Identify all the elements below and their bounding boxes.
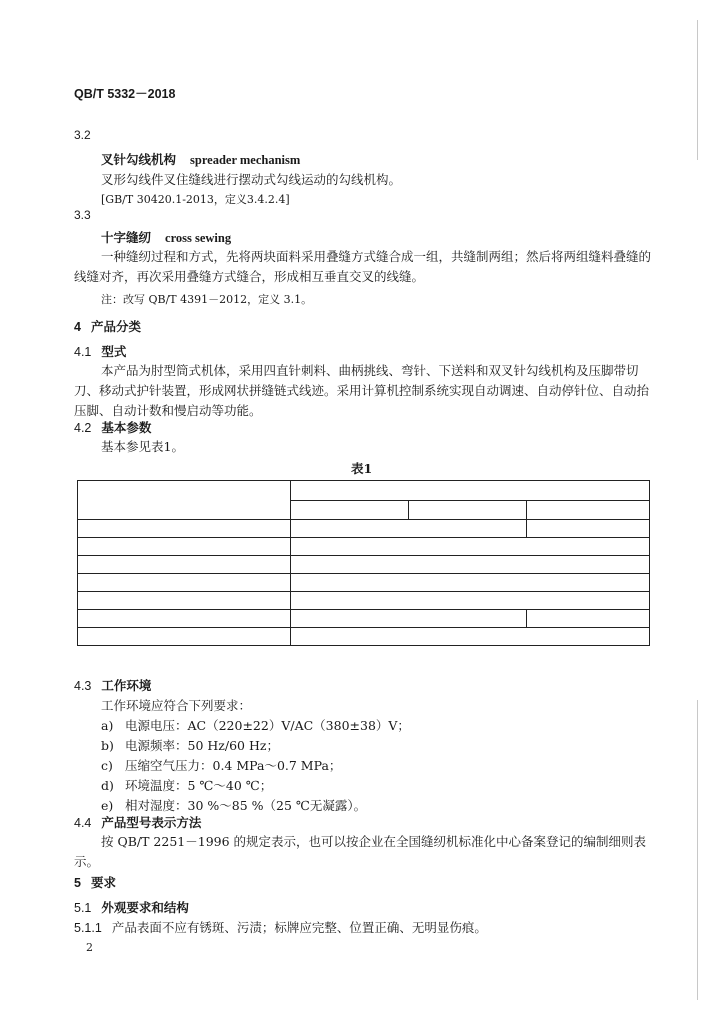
section-4-4-body: 按 QB/T 2251－1996 的规定表示，也可以按企业在全国缝纫机标准化中心备案登记的编制细则表示。 (74, 834, 647, 869)
table-row (78, 538, 650, 556)
page-number: 2 (86, 941, 93, 954)
row-value-thick (527, 610, 650, 628)
term-zh: 叉针勾线机构 (101, 152, 177, 167)
table-row (78, 628, 650, 646)
row-value (291, 592, 650, 610)
list-letter: e) (101, 798, 114, 813)
section-number: 5 (74, 876, 81, 890)
section-3-2-term (101, 150, 300, 168)
list-text: 电源电压：AC（220±22）V/AC（380±38）V； (125, 718, 410, 733)
row-label (78, 610, 291, 628)
section-3-3-definition: 一种缝纫过程和方式，先将两块面料采用叠缝方式缝合成一组，共缝制两组；然后将两组缝料叠缝的线缝对齐，再次采用叠缝方式缝合，形成相互垂直交叉的线缝。 (74, 249, 652, 284)
row-label (78, 628, 261, 646)
geq-symbol (261, 520, 291, 538)
section-4-2-body: 基本参见表1。 (101, 439, 184, 454)
table-header-row (78, 481, 650, 501)
section-4-2-heading (74, 418, 151, 436)
list-item (101, 796, 366, 814)
section-4-1-heading (74, 342, 126, 360)
list-item (101, 776, 272, 794)
section-4-heading (74, 317, 141, 335)
section-5-heading (74, 873, 116, 891)
standard-code: QB/T 5332－2018 (74, 87, 176, 101)
geq-symbol (261, 574, 291, 592)
table-row (78, 520, 650, 538)
section-number: 5.1 (74, 901, 92, 915)
list-letter: a) (101, 718, 114, 733)
section-title: 外观要求和结构 (101, 901, 189, 915)
parameter-table (77, 480, 650, 646)
section-3-2-source: [GB/T 30420.1-2013，定义3.4.2.4] (101, 193, 290, 206)
section-title: 产品型号表示方法 (101, 816, 202, 830)
section-4-4-heading (74, 813, 201, 831)
row-label (78, 538, 261, 556)
section-5-1-1 (74, 918, 487, 936)
table-title: 表1 (351, 461, 373, 476)
section-number: 4.1 (74, 345, 92, 359)
section-3-2-number: 3.2 (74, 128, 91, 142)
list-letter: b) (101, 738, 114, 753)
section-3-2-definition: 叉形勾线件叉住缝线进行摆动式勾线运动的勾线机构。 (101, 172, 402, 187)
row-value (291, 610, 527, 628)
row-value (291, 538, 650, 556)
header-model (78, 481, 291, 520)
section-number: 5.1.1 (74, 921, 102, 935)
header-params (291, 481, 650, 501)
row-value-thick (527, 520, 650, 538)
table-row (78, 556, 650, 574)
list-item (101, 756, 341, 774)
list-item (101, 716, 410, 734)
list-letter: d) (101, 778, 114, 793)
list-item (101, 736, 279, 754)
row-value (291, 628, 650, 646)
row-value (291, 574, 650, 592)
term-en: spreader mechanism (190, 153, 301, 167)
section-3-3-number: 3.3 (74, 208, 91, 222)
list-text: 环境温度：5 ℃～40 ℃； (125, 778, 273, 793)
row-label (78, 520, 261, 538)
row-value (291, 520, 527, 538)
table-row (78, 610, 650, 628)
geq-symbol (261, 538, 291, 556)
row-label (78, 592, 291, 610)
list-text: 相对湿度：30 %～85 %（25 ℃无凝露）。 (125, 798, 367, 813)
table-row (78, 592, 650, 610)
term-en: cross sewing (165, 231, 232, 245)
term-zh: 十字缝纫 (101, 230, 152, 245)
list-letter: c) (101, 758, 113, 773)
scan-edge-line (697, 20, 698, 160)
section-4-3-heading (74, 676, 151, 694)
header-thin (291, 500, 409, 520)
section-number: 4.3 (74, 679, 92, 693)
list-text: 电源频率：50 Hz/60 Hz； (125, 738, 279, 753)
section-body: 产品表面不应有锈斑、污渍；标牌应完整、位置正确、无明显伤痕。 (111, 920, 487, 935)
row-label (78, 556, 291, 574)
row-value (291, 556, 650, 574)
list-text: 压缩空气压力：0.4 MPa～0.7 MPa； (125, 758, 342, 773)
section-3-3-term (101, 228, 231, 246)
geq-symbol (261, 628, 291, 646)
section-4-3-intro: 工作环境应符合下列要求： (101, 698, 252, 713)
section-number: 4.4 (74, 816, 92, 830)
section-number: 4 (74, 320, 81, 334)
header-medium (409, 500, 527, 520)
header-thick (527, 500, 650, 520)
section-5-1-heading (74, 898, 189, 916)
table-row (78, 574, 650, 592)
section-title: 型式 (101, 345, 127, 359)
row-label (78, 574, 261, 592)
section-3-3-note: 注：改写 QB/T 4391－2012，定义 3.1。 (101, 293, 313, 306)
scan-edge-line (697, 700, 698, 1000)
section-title: 工作环境 (101, 679, 152, 693)
section-number: 4.2 (74, 421, 92, 435)
section-title: 产品分类 (90, 320, 141, 334)
section-title: 基本参数 (101, 421, 152, 435)
section-title: 要求 (90, 876, 116, 890)
section-4-1-body: 本产品为肘型筒式机体，采用四直针刺料、曲柄挑线、弯针、下送料和双叉针勾线机构及压脚带切刀、移动式护针装置，形成网状拼缝链式线迹。采用计算机控制系统实现自动调速、自动停针位、自动抬压脚、自动计数和慢启动等功能。 (74, 363, 650, 418)
